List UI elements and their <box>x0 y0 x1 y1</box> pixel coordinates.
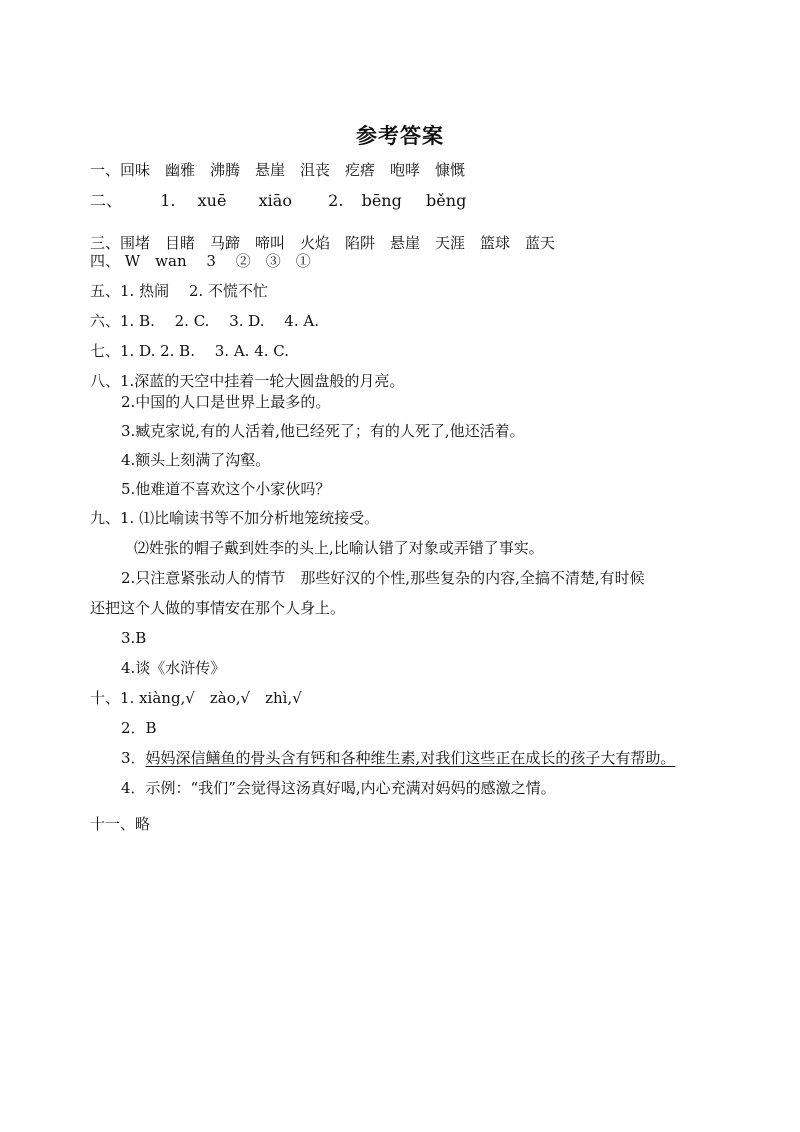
section-10-item-3 <box>121 748 675 768</box>
section-8-item-1: 八、1.深蓝的天空中挂着一轮大圆盘般的月亮。 <box>90 372 405 390</box>
pinyin-beng-2: běng <box>426 191 467 210</box>
section-1-answers: 一、回味 幽雅 沸腾 悬崖 沮丧 疙瘩 咆哮 慷慨 <box>90 161 466 179</box>
section-9-item-3: 3.B <box>121 629 147 647</box>
section-2-item-1-number: 1. <box>160 191 176 210</box>
section-2-answers <box>90 191 466 211</box>
section-9-item-1-1: 九、1. ⑴比喻读书等不加分析地笼统接受。 <box>90 509 380 527</box>
section-3-answers: 三、围堵 目睹 马蹄 啼叫 火焰 陷阱 悬崖 天涯 篮球 蓝天 <box>90 234 556 252</box>
section-4-answers: 四、 W wan 3 ② ③ ① <box>90 252 311 270</box>
underlined-answer: 妈妈深信鳝鱼的骨头含有钙和各种维生素,对我们这些正在成长的孩子大有帮助。 <box>145 749 676 767</box>
section-10-item-1: 十、1. xiàng,√ zào,√ zhì,√ <box>90 689 302 707</box>
section-9-item-2: 2.只注意紧张动人的情节 那些好汉的个性,那些复杂的内容,全搞不清楚,有时候 <box>121 569 645 587</box>
pinyin-xiao: xiāo <box>258 191 292 210</box>
section-8-item-5: 5.他难道不喜欢这个小家伙吗？ <box>121 480 331 498</box>
section-10-item-3-number: 3． <box>121 749 146 767</box>
section-2-item-2-number: 2. <box>328 191 344 210</box>
section-8-item-3: 3.臧克家说,有的人活着,他已经死了；有的人死了,他还活着。 <box>121 422 525 440</box>
section-10-item-2: 2．B <box>121 719 157 737</box>
section-9-item-4: 4.谈《水浒传》 <box>121 659 226 677</box>
section-7-answers: 七、1. D. 2. B. 3. A. 4. C. <box>90 342 289 360</box>
section-9-item-1-2: ⑵姓张的帽子戴到姓李的头上,比喻认错了对象或弄错了事实。 <box>134 539 544 557</box>
section-8-item-2: 2.中国的人口是世界上最多的。 <box>121 393 331 411</box>
section-8-item-4: 4.额头上刻满了沟壑。 <box>121 451 271 469</box>
section-2-label: 二、 <box>90 191 123 210</box>
pinyin-xue: xuē <box>197 191 227 210</box>
section-5-answers: 五、1. 热闹 2. 不慌不忙 <box>90 282 268 300</box>
section-6-answers: 六、1. B. 2. C. 3. D. 4. A. <box>90 312 319 330</box>
pinyin-beng-1: bēng <box>361 191 402 210</box>
section-10-item-4: 4．示例：“我们”会觉得这汤真好喝,内心充满对妈妈的感激之情。 <box>121 779 556 797</box>
page-title: 参考答案 <box>356 124 444 148</box>
section-9-item-2-continued: 还把这个人做的事情安在那个人身上。 <box>90 599 346 617</box>
section-11-answer: 十一、略 <box>90 815 151 833</box>
